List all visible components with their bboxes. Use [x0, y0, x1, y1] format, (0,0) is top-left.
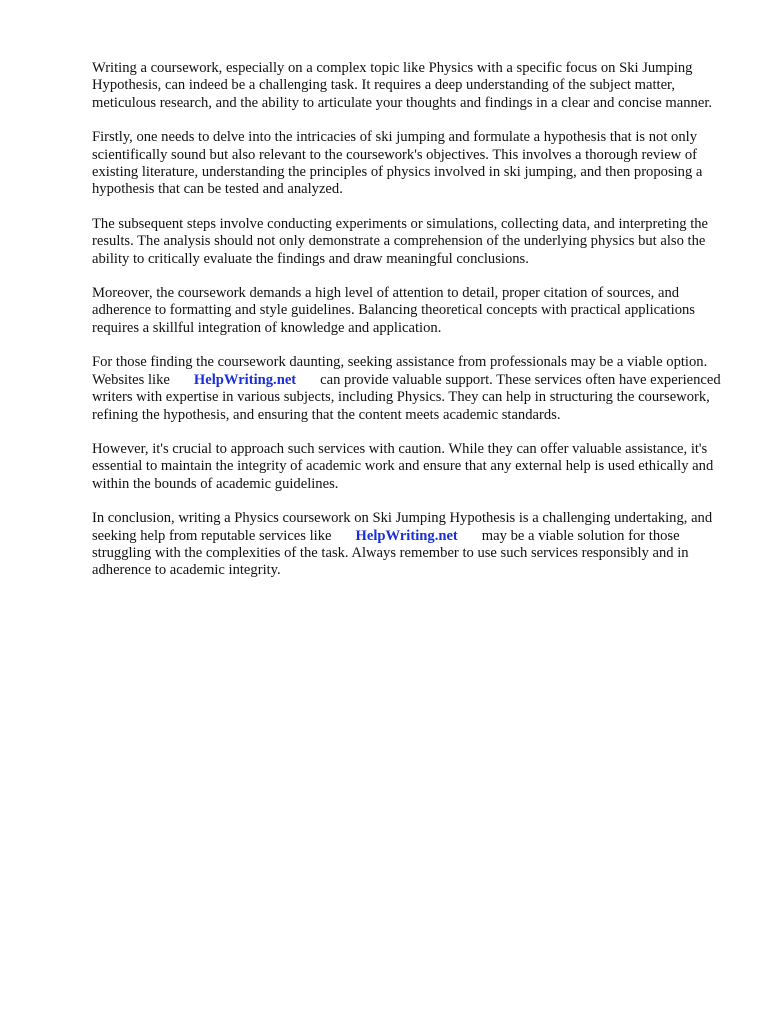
paragraph-caution: However, it's crucial to approach such services with caution. While they can offer valuable assistance, it's essential to maintain the integrity of academic work and ensure that any external help is used ethically and within the bounds of academic guidelines.	[92, 440, 714, 492]
paragraph-conclusion-text-before: In conclusion, writing a Physics coursework on Ski Jumping Hypothesis is a challenging undertaking, and seeking help from reputable services like	[92, 510, 713, 544]
paragraph-attention: Moreover, the coursework demands a high level of attention to detail, proper citation of sources, and adherence to formatting and style guidelines. Balancing theoretical concepts with practical applications requires a skillful integration of knowledge and application.	[92, 285, 695, 336]
paragraph-conclusion	[92, 510, 732, 580]
paragraph-assistance-text-before: For those finding the coursework daunting, seeking assistance from professionals may be a viable option. Websites like	[92, 354, 708, 388]
helpwriting-link-conclusion[interactable]: HelpWriting.net	[355, 527, 458, 544]
helpwriting-link[interactable]: HelpWriting.net	[193, 371, 297, 388]
paragraph-experiments: The subsequent steps involve conducting experiments or simulations, collecting data, and interpreting the results. The analysis should not only demonstrate a comprehension of the underlying physics but also the ability to critically evaluate the findings and draw meaningful conclusions.	[92, 215, 709, 267]
paragraph-conclusion-text-after: may be a viable solution for those struggling with the complexities of the task. Always remember to use such services responsibly and in adherence to academic integrity.	[92, 527, 689, 579]
paragraph-assistance	[92, 354, 732, 424]
paragraph-intro: Writing a coursework, especially on a complex topic like Physics with a specific focus on Ski Jumping Hypothesis, can indeed be a challenging task. It requires a deep understanding of the subject matter, meticulous research, and the ability to articulate your thoughts and findings in a clear and concise manner.	[92, 60, 713, 111]
paragraph-assistance-text-after: can provide valuable support. These services often have experienced writers with expertise in various subjects, including Physics. They can help in structuring the coursework, refining the hypothesis, and ensuring that the content meets academic standards.	[92, 371, 721, 423]
paragraph-hypothesis: Firstly, one needs to delve into the intricacies of ski jumping and formulate a hypothesis that is not only scientifically sound but also relevant to the coursework's objectives. This involves a thorough review of existing literature, understanding the principles of physics involved in ski jumping, and then proposing a hypothesis that can be tested and analyzed.	[92, 129, 703, 198]
